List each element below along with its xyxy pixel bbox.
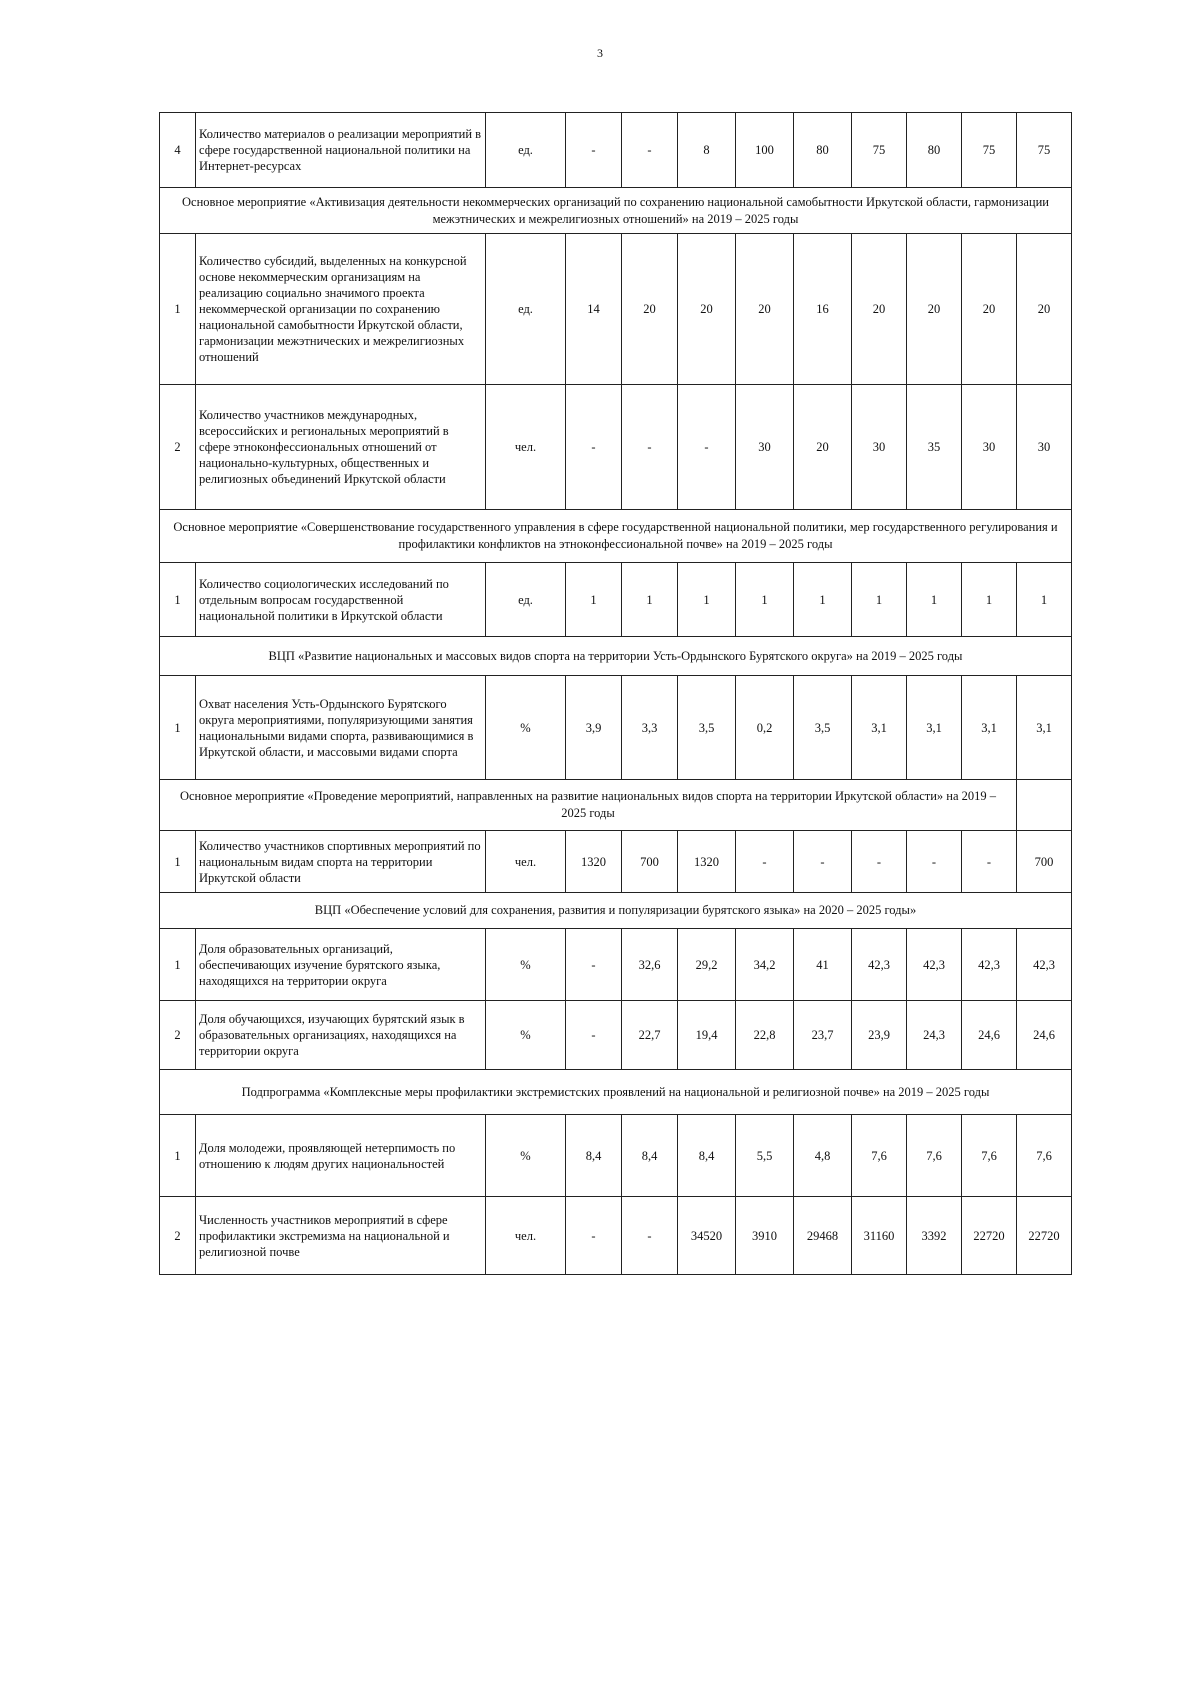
value-cell: 42,3 xyxy=(962,929,1017,1001)
value-cell: 20 xyxy=(852,234,907,385)
section-row xyxy=(160,188,1072,234)
table-row xyxy=(160,385,1072,510)
value-cell: 7,6 xyxy=(962,1115,1017,1197)
value-cell: 3910 xyxy=(736,1197,794,1275)
section-row xyxy=(160,893,1072,929)
value-cell: 1320 xyxy=(566,831,622,893)
row-number: 1 xyxy=(160,929,196,1001)
value-cell: - xyxy=(566,1001,622,1070)
table-row xyxy=(160,1001,1072,1070)
unit-cell: % xyxy=(486,676,566,780)
value-cell: 32,6 xyxy=(622,929,678,1001)
value-cell: 30 xyxy=(962,385,1017,510)
value-cell: 3392 xyxy=(907,1197,962,1275)
table-row xyxy=(160,1197,1072,1275)
value-cell: - xyxy=(794,831,852,893)
value-cell: 3,3 xyxy=(622,676,678,780)
table-row xyxy=(160,831,1072,893)
value-cell: 20 xyxy=(678,234,736,385)
value-cell: - xyxy=(566,113,622,188)
value-cell: 19,4 xyxy=(678,1001,736,1070)
value-cell: 22720 xyxy=(1017,1197,1072,1275)
value-cell: 34520 xyxy=(678,1197,736,1275)
value-cell: 31160 xyxy=(852,1197,907,1275)
value-cell: 1 xyxy=(1017,563,1072,637)
value-cell: 41 xyxy=(794,929,852,1001)
value-cell: 3,5 xyxy=(678,676,736,780)
value-cell: 23,7 xyxy=(794,1001,852,1070)
section-heading: Основное мероприятие «Активизация деятельности некоммерческих организаций по сохранению национальной самобытности Иркутской области, гармонизации межэтнических и межрелигиозных отношений» на 2019 – 2025 годы xyxy=(160,188,1072,234)
value-cell: 1 xyxy=(622,563,678,637)
value-cell: - xyxy=(678,385,736,510)
value-cell: 24,3 xyxy=(907,1001,962,1070)
value-cell: - xyxy=(566,385,622,510)
section-heading: Основное мероприятие «Совершенствование государственного управления в сфере государственной национальной политики, мер государственного регулирования и профилактики конфликтов на этноконфессиональной почве» на 2019 – 2025 годы xyxy=(160,510,1072,563)
value-cell: 1 xyxy=(794,563,852,637)
value-cell: 1 xyxy=(736,563,794,637)
value-cell: 1 xyxy=(852,563,907,637)
row-number: 2 xyxy=(160,1001,196,1070)
indicator-name: Количество материалов о реализации мероприятий в сфере государственной национальной политики на Интернет-ресурсах xyxy=(196,113,486,188)
row-number: 1 xyxy=(160,676,196,780)
value-cell: 7,6 xyxy=(907,1115,962,1197)
value-cell: 3,1 xyxy=(852,676,907,780)
value-cell: - xyxy=(566,929,622,1001)
unit-cell: ед. xyxy=(486,113,566,188)
value-cell: 3,1 xyxy=(962,676,1017,780)
value-cell: 42,3 xyxy=(907,929,962,1001)
value-cell: 3,1 xyxy=(907,676,962,780)
value-cell: 7,6 xyxy=(1017,1115,1072,1197)
indicator-name: Доля обучающихся, изучающих бурятский язык в образовательных организациях, находящихся на территории округа xyxy=(196,1001,486,1070)
unit-cell: чел. xyxy=(486,1197,566,1275)
indicator-name: Количество участников спортивных мероприятий по национальным видам спорта на территории Иркутской области xyxy=(196,831,486,893)
value-cell: 20 xyxy=(1017,234,1072,385)
value-cell: 22,8 xyxy=(736,1001,794,1070)
value-cell: 22,7 xyxy=(622,1001,678,1070)
section-row xyxy=(160,780,1072,831)
value-cell: 14 xyxy=(566,234,622,385)
value-cell: 8 xyxy=(678,113,736,188)
value-cell: 1 xyxy=(678,563,736,637)
value-cell: 20 xyxy=(622,234,678,385)
row-number: 1 xyxy=(160,234,196,385)
value-cell: 3,5 xyxy=(794,676,852,780)
indicator-name: Доля образовательных организаций, обеспечивающих изучение бурятского языка, находящихся на территории округа xyxy=(196,929,486,1001)
section-row xyxy=(160,637,1072,676)
table-row xyxy=(160,234,1072,385)
table-row xyxy=(160,929,1072,1001)
unit-cell: % xyxy=(486,1115,566,1197)
value-cell: 35 xyxy=(907,385,962,510)
value-cell: 20 xyxy=(736,234,794,385)
indicator-name: Численность участников мероприятий в сфере профилактики экстремизма на национальной и религиозной почве xyxy=(196,1197,486,1275)
value-cell: 8,4 xyxy=(678,1115,736,1197)
value-cell: 30 xyxy=(852,385,907,510)
row-number: 1 xyxy=(160,831,196,893)
value-cell: 42,3 xyxy=(852,929,907,1001)
value-cell: 75 xyxy=(962,113,1017,188)
value-cell: 80 xyxy=(794,113,852,188)
value-cell: 34,2 xyxy=(736,929,794,1001)
value-cell: 8,4 xyxy=(566,1115,622,1197)
value-cell: 100 xyxy=(736,113,794,188)
value-cell: 8,4 xyxy=(622,1115,678,1197)
value-cell: - xyxy=(566,1197,622,1275)
unit-cell: чел. xyxy=(486,385,566,510)
value-cell: 700 xyxy=(1017,831,1072,893)
unit-cell: ед. xyxy=(486,563,566,637)
value-cell: 29468 xyxy=(794,1197,852,1275)
section-row xyxy=(160,1070,1072,1115)
value-cell: 24,6 xyxy=(962,1001,1017,1070)
value-cell: 0,2 xyxy=(736,676,794,780)
value-cell: 1 xyxy=(962,563,1017,637)
value-cell: - xyxy=(736,831,794,893)
indicator-name: Охват населения Усть-Ордынского Бурятского округа мероприятиями, популяризующими занятия национальными видами спорта, развивающимися в Иркутской области, и массовыми видами спорта xyxy=(196,676,486,780)
value-cell: 1320 xyxy=(678,831,736,893)
value-cell: - xyxy=(622,113,678,188)
unit-cell: % xyxy=(486,929,566,1001)
value-cell: 42,3 xyxy=(1017,929,1072,1001)
row-number: 1 xyxy=(160,563,196,637)
page-number: 3 xyxy=(597,46,603,60)
value-cell: 4,8 xyxy=(794,1115,852,1197)
value-cell: 20 xyxy=(962,234,1017,385)
row-number: 2 xyxy=(160,385,196,510)
value-cell: 30 xyxy=(1017,385,1072,510)
value-cell: 23,9 xyxy=(852,1001,907,1070)
section-heading: Подпрограмма «Комплексные меры профилактики экстремистских проявлений на национальной и религиозной почве» на 2019 – 2025 годы xyxy=(160,1070,1072,1115)
table-row xyxy=(160,563,1072,637)
value-cell: 24,6 xyxy=(1017,1001,1072,1070)
value-cell: - xyxy=(622,385,678,510)
value-cell: 16 xyxy=(794,234,852,385)
unit-cell: ед. xyxy=(486,234,566,385)
section-row xyxy=(160,510,1072,563)
row-number: 1 xyxy=(160,1115,196,1197)
value-cell: 29,2 xyxy=(678,929,736,1001)
section-heading: ВЦП «Обеспечение условий для сохранения, развития и популяризации бурятского языка» на 2020 – 2025 годы» xyxy=(160,893,1072,929)
value-cell: 80 xyxy=(907,113,962,188)
value-cell: 75 xyxy=(1017,113,1072,188)
empty-cell xyxy=(1017,780,1072,831)
value-cell: - xyxy=(907,831,962,893)
value-cell: 20 xyxy=(794,385,852,510)
value-cell: 700 xyxy=(622,831,678,893)
row-number: 2 xyxy=(160,1197,196,1275)
unit-cell: чел. xyxy=(486,831,566,893)
indicator-name: Количество участников международных, всероссийских и региональных мероприятий в сфере этноконфессиональных отношений от национально-культурных, общественных и религиозных объединений Иркутской области xyxy=(196,385,486,510)
value-cell: 20 xyxy=(907,234,962,385)
section-heading: Основное мероприятие «Проведение мероприятий, направленных на развитие национальных видов спорта на территории Иркутской области» на 2019 – 2025 годы xyxy=(160,780,1017,831)
section-heading: ВЦП «Развитие национальных и массовых видов спорта на территории Усть-Ордынского Бурятского округа» на 2019 – 2025 годы xyxy=(160,637,1072,676)
value-cell: 30 xyxy=(736,385,794,510)
table-row xyxy=(160,113,1072,188)
indicator-name: Количество социологических исследований по отдельным вопросам государственной национальной политики в Иркутской области xyxy=(196,563,486,637)
value-cell: 22720 xyxy=(962,1197,1017,1275)
value-cell: 1 xyxy=(566,563,622,637)
indicator-name: Количество субсидий, выделенных на конкурсной основе некоммерческим организациям на реализацию социально значимого проекта некоммерческой организации по сохранению национальной самобытности Иркутской области, гармонизации межэтнических и межрелигиозных отношений xyxy=(196,234,486,385)
value-cell: 75 xyxy=(852,113,907,188)
value-cell: - xyxy=(622,1197,678,1275)
value-cell: - xyxy=(962,831,1017,893)
value-cell: 3,1 xyxy=(1017,676,1072,780)
indicators-table xyxy=(159,112,1072,1275)
value-cell: 5,5 xyxy=(736,1115,794,1197)
value-cell: 3,9 xyxy=(566,676,622,780)
value-cell: 1 xyxy=(907,563,962,637)
unit-cell: % xyxy=(486,1001,566,1070)
table-row xyxy=(160,1115,1072,1197)
value-cell: 7,6 xyxy=(852,1115,907,1197)
indicator-name: Доля молодежи, проявляющей нетерпимость по отношению к людям других национальностей xyxy=(196,1115,486,1197)
row-number: 4 xyxy=(160,113,196,188)
value-cell: - xyxy=(852,831,907,893)
table-row xyxy=(160,676,1072,780)
